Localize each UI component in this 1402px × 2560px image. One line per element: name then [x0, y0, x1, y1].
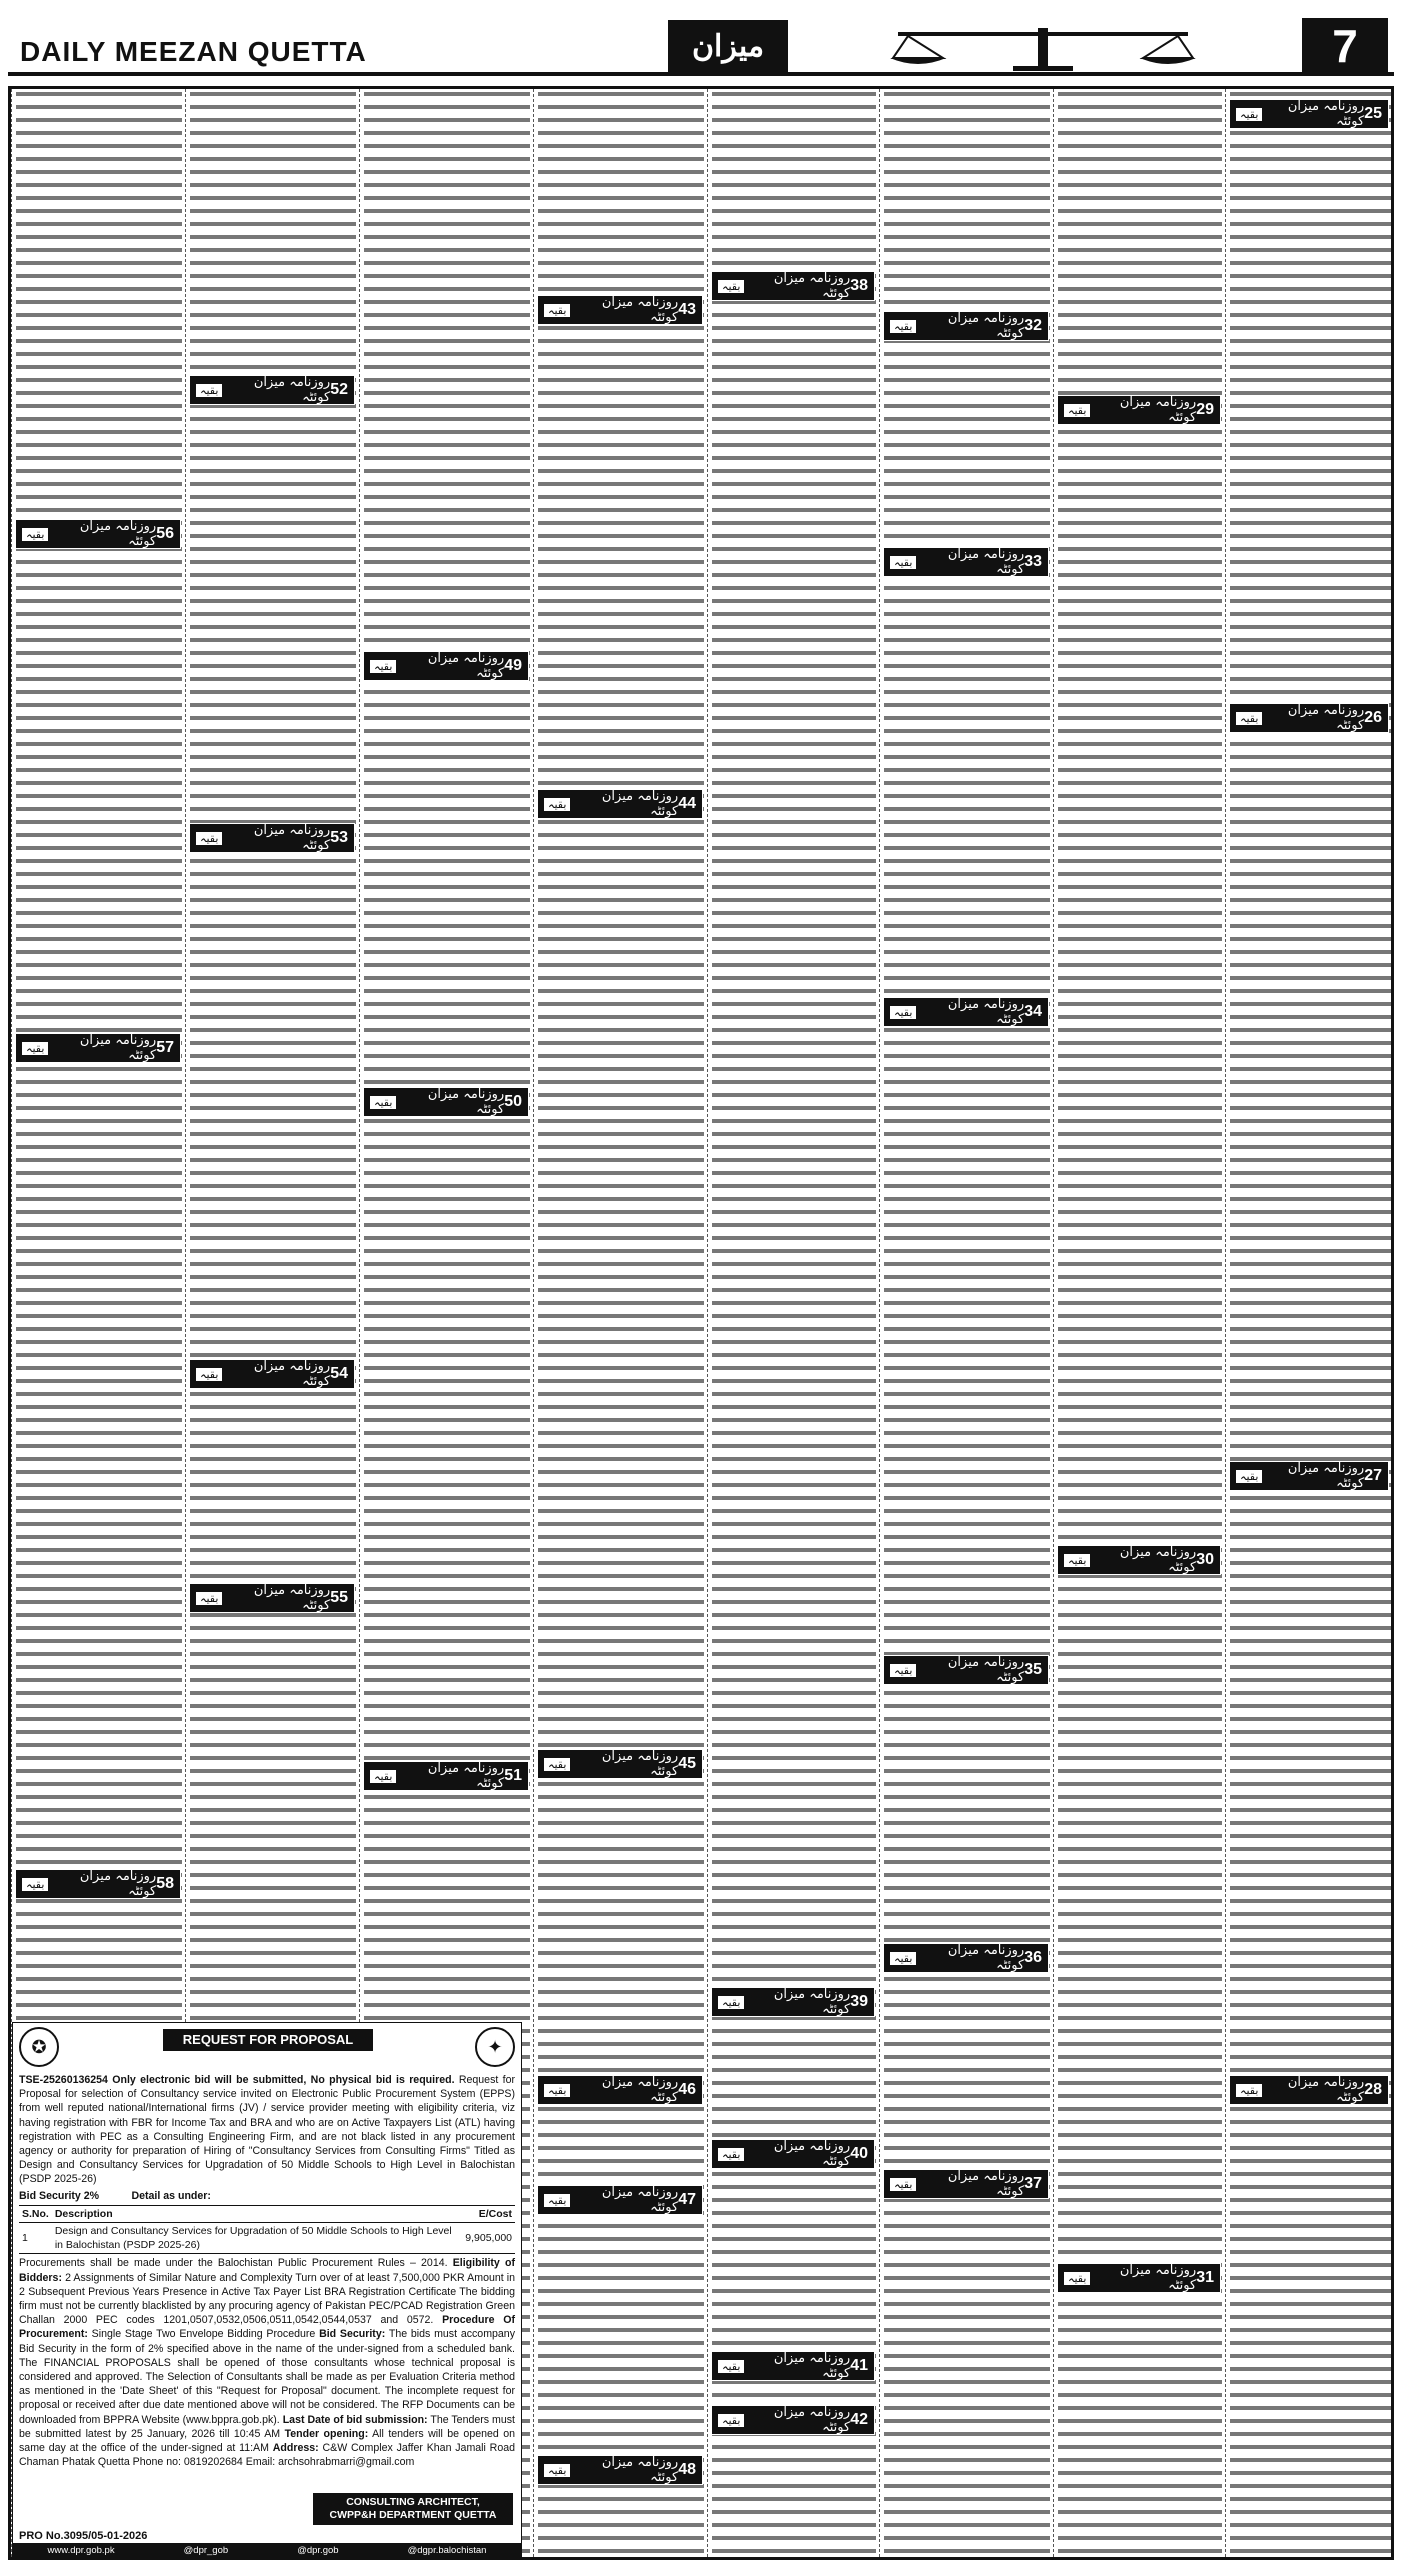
- jump-header-33: بقیہ روزنامہ میزان کوئٹہ 33: [883, 547, 1049, 577]
- rfp-table: [19, 2205, 515, 2255]
- jump-header-31: بقیہ روزنامہ میزان کوئٹہ 31: [1057, 2263, 1221, 2293]
- column-7: [1053, 89, 1226, 2557]
- jump-header-58: بقیہ روزنامہ میزان کوئٹہ 58: [15, 1869, 181, 1899]
- rfp-bid-security-line: Bid Security 2% Detail as under:: [19, 2189, 211, 2202]
- twitter-handle: @dpr_gob: [183, 2544, 229, 2556]
- jump-header-26: بقیہ روزنامہ میزان کوئٹہ 26: [1229, 703, 1389, 733]
- jump-header-29: بقیہ روزنامہ میزان کوئٹہ 29: [1057, 395, 1221, 425]
- column-8: [1225, 89, 1395, 2557]
- jump-header-45: بقیہ روزنامہ میزان کوئٹہ 45: [537, 1749, 703, 1779]
- jump-header-49: بقیہ روزنامہ میزان کوئٹہ 49: [363, 651, 529, 681]
- page-number: 7: [1302, 18, 1388, 74]
- jump-header-34: بقیہ روزنامہ میزان کوئٹہ 34: [883, 997, 1049, 1027]
- jump-header-42: بقیہ روزنامہ میزان کوئٹہ 42: [711, 2405, 875, 2435]
- jump-header-57: بقیہ روزنامہ میزان کوئٹہ 57: [15, 1033, 181, 1063]
- table-row: 1 Design and Consultancy Services for Upgradation of 50 Middle Schools to High Level in Balochistan (PSDP 2025-26) 9,905,000: [19, 2223, 515, 2254]
- jump-header-37: بقیہ روزنامہ میزان کوئٹہ 37: [883, 2169, 1049, 2199]
- jump-header-27: بقیہ روزنامہ میزان کوئٹہ 27: [1229, 1461, 1389, 1491]
- rfp-pro-number: PRO No.3095/05-01-2026: [19, 2529, 148, 2542]
- rfp-table-header: S.No. Description E/Cost: [19, 2205, 515, 2222]
- jump-header-56: بقیہ روزنامہ میزان کوئٹہ 56: [15, 519, 181, 549]
- request-for-proposal-ad: [12, 2022, 522, 2560]
- jump-header-43: بقیہ روزنامہ میزان کوئٹہ 43: [537, 295, 703, 325]
- jump-header-32: بقیہ روزنامہ میزان کوئٹہ 32: [883, 311, 1049, 341]
- jump-header-51: بقیہ روزنامہ میزان کوئٹہ 51: [363, 1761, 529, 1791]
- jump-header-55: بقیہ روزنامہ میزان کوئٹہ 55: [189, 1583, 355, 1613]
- jump-header-53: بقیہ روزنامہ میزان کوئٹہ 53: [189, 823, 355, 853]
- rfp-body: [19, 2073, 515, 2471]
- rfp-title: REQUEST FOR PROPOSAL: [163, 2029, 373, 2051]
- rfp-intro: TSE-25260136254 Only electronic bid will be submitted, No physical bid is required. Request for Proposal for selection of Consultancy service invited on Electronic Public Procurement System (EPPS) from well reputed national/International firms (JV) / service provider meeting with eligibility criteria, viz having registration with FBR for Income Tax and BRA and who are on Active Taxpayers List (ATL) having registration with PEC as a Consulting Engineering Firm, and are not black listed in any procurement agency or authority for preparation of Hiring of "Consultancy Services from Consulting Firms" Titled as Design and Consultancy Services for Upgradation of 50 Middle Schools to High Level in Balochistan (PSDP 2025-26): [19, 2074, 516, 2186]
- rfp-signatory: CONSULTING ARCHITECT, CWPP&H DEPARTMENT QUETTA: [313, 2493, 513, 2525]
- website-link: www.dpr.gob.pk: [47, 2544, 115, 2556]
- jump-header-52: بقیہ روزنامہ میزان کوئٹہ 52: [189, 375, 355, 405]
- jump-header-44: بقیہ روزنامہ میزان کوئٹہ 44: [537, 789, 703, 819]
- balochistan-emblem-icon: ✦: [475, 2027, 515, 2067]
- jump-header-28: بقیہ روزنامہ میزان کوئٹہ 28: [1229, 2075, 1389, 2105]
- government-emblem-icon: ✪: [19, 2027, 59, 2067]
- rfp-social-bar: [13, 2543, 521, 2559]
- jump-header-50: بقیہ روزنامہ میزان کوئٹہ 50: [363, 1087, 529, 1117]
- instagram-handle: @dgpr.balochistan: [407, 2544, 487, 2556]
- facebook-handle: @dpr.gob: [297, 2544, 339, 2556]
- jump-header-54: بقیہ روزنامہ میزان کوئٹہ 54: [189, 1359, 355, 1389]
- jump-header-48: بقیہ روزنامہ میزان کوئٹہ 48: [537, 2455, 703, 2485]
- newspaper-logo: میزان: [668, 20, 788, 72]
- jump-header-40: بقیہ روزنامہ میزان کوئٹہ 40: [711, 2139, 875, 2169]
- jump-header-41: بقیہ روزنامہ میزان کوئٹہ 41: [711, 2351, 875, 2381]
- jump-header-35: بقیہ روزنامہ میزان کوئٹہ 35: [883, 1655, 1049, 1685]
- jump-header-36: بقیہ روزنامہ میزان کوئٹہ 36: [883, 1943, 1049, 1973]
- rfp-terms: Procurements shall be made under the Balochistan Public Procurement Rules – 2014. Eligibility of Bidders: 2 Assignments of Similar Nature and Complexity Turn over of at least 7,500,000 PKR Amount in 2 Subsequent Previous Years Presence in Active Tax Payer List BRA Registration Certificate The bidding firm must not be currently blacklisted by any procuring agency of Pakistan PEC/PCAD Registration Green Challan 2000 PEC codes 1201,0507,0532,0506,0511,0542,0544,0537 and 0572. Procedure Of Procurement: Single Stage Two Envelope Bidding Procedure Bid Security: The bids must accompany Bid Security in the form of 2% specified above in the name of the under-signed from a scheduled bank. The FINANCIAL PROPOSALS shall be opened of those consultants whose technical proposal is considered and approved. The Selection of Consultants shall be made as per Evaluation Criteria method as mentioned in the 'Date Sheet' of this "Request for Proposal" document. The incomplete request for proposal or received after due date mentioned above will not be considered. The RFP Documents can be downloaded from BPPRA Website (www.bppra.gob.pk). Last Date of bid submission: The Tenders must be submitted latest by 25 January, 2026 till 10:45 AM Tender opening: All tenders will be opened on same day at the office of the under-signed at 11:AM Address: C&W Complex Jaffer Khan Jamali Road Chaman Phatak Quetta Phone no: 0819202684 Email: archsohrabmarri@gmail.com: [19, 2257, 516, 2469]
- scales-of-justice-icon: [888, 22, 1198, 72]
- column-5: [707, 89, 880, 2557]
- jump-header-38: بقیہ روزنامہ میزان کوئٹہ 38: [711, 271, 875, 301]
- jump-header-30: بقیہ روزنامہ میزان کوئٹہ 30: [1057, 1545, 1221, 1575]
- jump-header-25: بقیہ روزنامہ میزان کوئٹہ 25: [1229, 99, 1389, 129]
- masthead: [8, 18, 1394, 76]
- jump-header-46: بقیہ روزنامہ میزان کوئٹہ 46: [537, 2075, 703, 2105]
- newspaper-name: DAILY MEEZAN QUETTA: [20, 36, 367, 67]
- jump-header-39: بقیہ روزنامہ میزان کوئٹہ 39: [711, 1987, 875, 2017]
- jump-header-47: بقیہ روزنامہ میزان کوئٹہ 47: [537, 2185, 703, 2215]
